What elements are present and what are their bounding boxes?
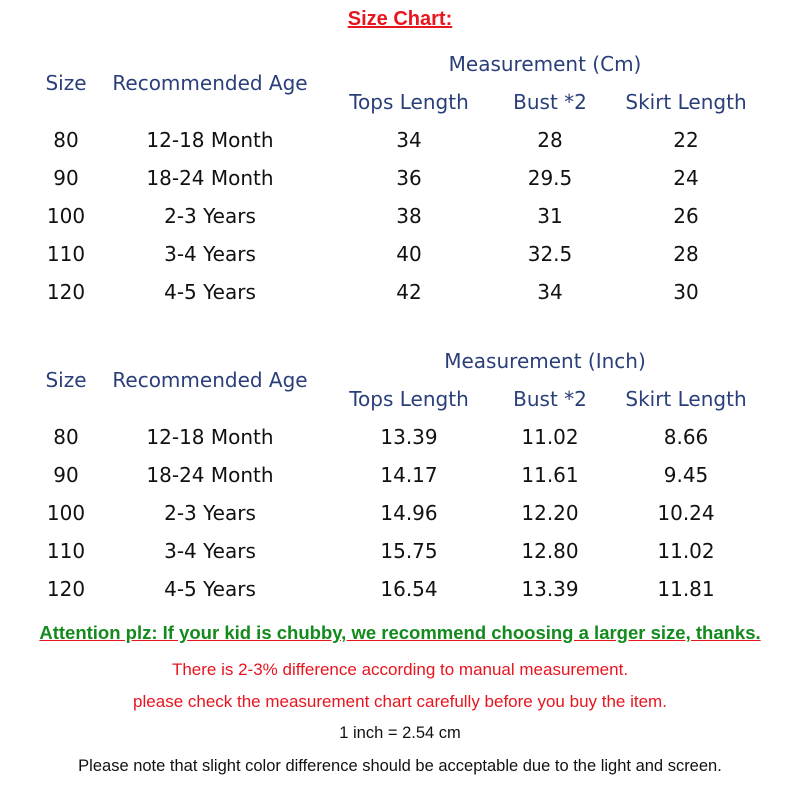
row-tops: 38 bbox=[396, 204, 422, 228]
row-bust: 34 bbox=[537, 280, 563, 304]
measurement-header: Measurement (Inch) bbox=[444, 349, 646, 373]
page-title: Size Chart: bbox=[347, 8, 453, 30]
row-skirt: 10.24 bbox=[657, 501, 715, 525]
difference-note: There is 2-3% difference according to manual measurement. bbox=[171, 660, 629, 679]
row-size: 100 bbox=[46, 204, 86, 228]
row-age: 3-4 Years bbox=[164, 539, 256, 563]
header-size: Size bbox=[45, 368, 87, 392]
row-tops: 42 bbox=[396, 280, 422, 304]
row-bust: 11.02 bbox=[521, 425, 579, 449]
row-skirt: 24 bbox=[673, 166, 699, 190]
row-size: 110 bbox=[46, 242, 86, 266]
row-skirt: 22 bbox=[673, 128, 699, 152]
row-tops: 15.75 bbox=[380, 539, 438, 563]
row-age: 18-24 Month bbox=[146, 463, 274, 487]
measurement-header: Measurement (Cm) bbox=[448, 52, 642, 76]
row-skirt: 8.66 bbox=[663, 425, 709, 449]
row-skirt: 26 bbox=[673, 204, 699, 228]
row-age: 4-5 Years bbox=[164, 280, 256, 304]
header-tops: Tops Length bbox=[349, 387, 469, 411]
row-size: 90 bbox=[53, 166, 79, 190]
conversion-note: 1 inch = 2.54 cm bbox=[339, 724, 461, 742]
row-bust: 29.5 bbox=[527, 166, 573, 190]
row-age: 3-4 Years bbox=[164, 242, 256, 266]
row-bust: 12.80 bbox=[521, 539, 579, 563]
row-size: 120 bbox=[46, 577, 86, 601]
row-tops: 16.54 bbox=[380, 577, 438, 601]
row-size: 80 bbox=[53, 425, 79, 449]
row-bust: 28 bbox=[537, 128, 563, 152]
row-size: 80 bbox=[53, 128, 79, 152]
row-bust: 12.20 bbox=[521, 501, 579, 525]
header-bust: Bust *2 bbox=[513, 387, 587, 411]
row-size: 110 bbox=[46, 539, 86, 563]
row-skirt: 11.81 bbox=[657, 577, 715, 601]
row-age: 12-18 Month bbox=[146, 425, 274, 449]
header-size: Size bbox=[45, 71, 87, 95]
row-skirt: 11.02 bbox=[657, 539, 715, 563]
header-age: Recommended Age bbox=[112, 71, 308, 95]
row-bust: 11.61 bbox=[521, 463, 579, 487]
row-bust: 32.5 bbox=[527, 242, 573, 266]
row-size: 120 bbox=[46, 280, 86, 304]
attention-note: Attention plz: If your kid is chubby, we recommend choosing a larger size, thanks. bbox=[39, 622, 761, 643]
header-skirt: Skirt Length bbox=[625, 90, 747, 114]
row-skirt: 9.45 bbox=[663, 463, 709, 487]
row-age: 4-5 Years bbox=[164, 577, 256, 601]
row-tops: 13.39 bbox=[380, 425, 438, 449]
row-bust: 13.39 bbox=[521, 577, 579, 601]
row-age: 2-3 Years bbox=[164, 501, 256, 525]
row-tops: 40 bbox=[396, 242, 422, 266]
row-tops: 36 bbox=[396, 166, 422, 190]
row-age: 18-24 Month bbox=[146, 166, 274, 190]
row-size: 90 bbox=[53, 463, 79, 487]
row-age: 12-18 Month bbox=[146, 128, 274, 152]
row-tops: 14.96 bbox=[380, 501, 438, 525]
color-note: Please note that slight color difference should be acceptable due to the light and screen. bbox=[78, 757, 722, 775]
header-bust: Bust *2 bbox=[513, 90, 587, 114]
row-size: 100 bbox=[46, 501, 86, 525]
header-skirt: Skirt Length bbox=[625, 387, 747, 411]
check-note: please check the measurement chart carefully before you buy the item. bbox=[133, 692, 667, 711]
row-tops: 34 bbox=[396, 128, 422, 152]
row-bust: 31 bbox=[537, 204, 563, 228]
header-age: Recommended Age bbox=[112, 368, 308, 392]
row-age: 2-3 Years bbox=[164, 204, 256, 228]
header-tops: Tops Length bbox=[349, 90, 469, 114]
row-tops: 14.17 bbox=[380, 463, 438, 487]
row-skirt: 30 bbox=[673, 280, 699, 304]
row-skirt: 28 bbox=[673, 242, 699, 266]
